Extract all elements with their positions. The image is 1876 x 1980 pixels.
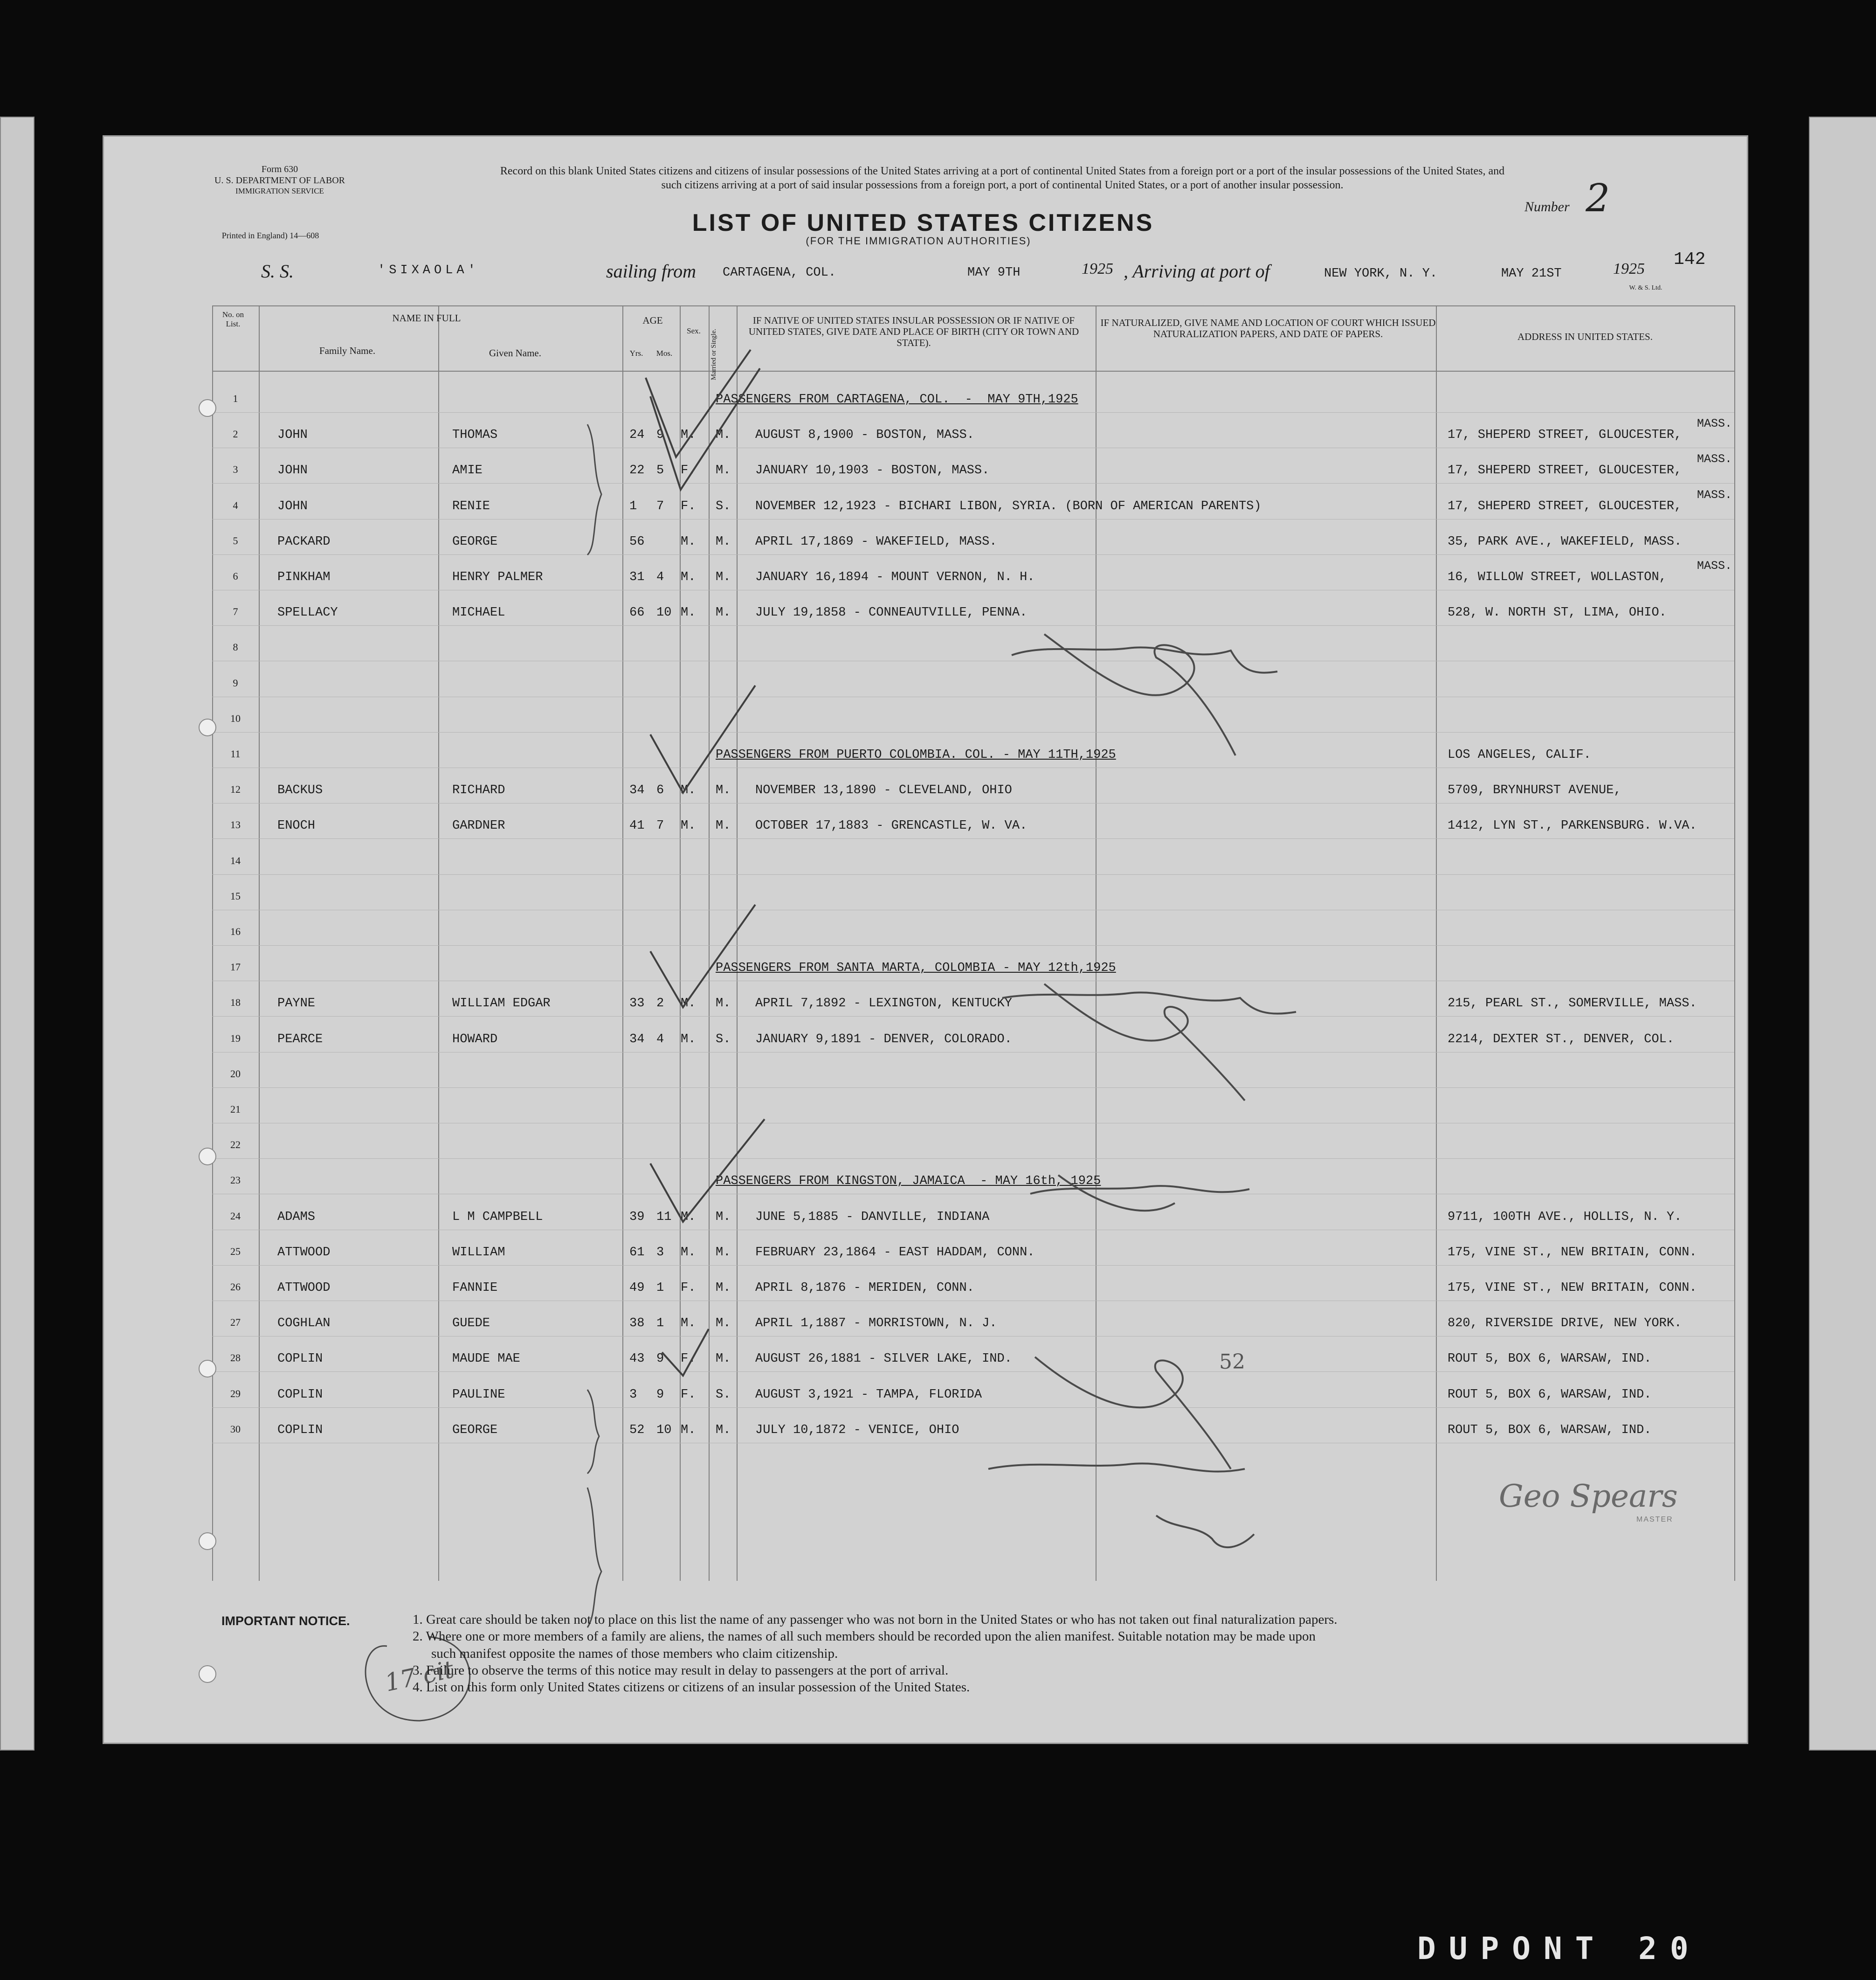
birth-place: AUGUST 26,1881 - SILVER LAKE, IND.	[755, 1352, 1012, 1366]
marital-status: M.	[716, 819, 731, 833]
birth-place: NOVEMBER 12,1923 - BICHARI LIBON, SYRIA. (BORN OF AMERICAN PARENTS)	[755, 499, 1262, 513]
header-married: Married or Single.	[710, 328, 717, 381]
birth-place: JULY 19,1858 - CONNEAUTVILLE, PENNA.	[755, 606, 1028, 620]
family-name: PAYNE	[277, 997, 316, 1011]
age-years: 34	[629, 1032, 645, 1046]
sex: M.	[681, 1423, 696, 1437]
row-number: 30	[230, 1423, 241, 1435]
age-years: 56	[629, 534, 645, 549]
given-name: MICHAEL	[452, 606, 505, 620]
row-number: 17	[230, 961, 241, 973]
circled-note: 17 cit	[382, 1655, 456, 1697]
family-name: ADAMS	[277, 1210, 316, 1224]
age-months: 10	[656, 606, 672, 620]
row-number: 29	[230, 1387, 241, 1399]
age-years: 3	[629, 1387, 637, 1402]
header-no: No. on List.	[222, 310, 244, 328]
row-number: 6	[233, 570, 238, 582]
age-months: 11	[656, 1210, 672, 1224]
sail-year: 1925	[1082, 260, 1113, 277]
age-months: 9	[656, 1352, 664, 1366]
family-name: ATTWOOD	[277, 1281, 331, 1295]
marital-status: M.	[716, 534, 731, 549]
address: 1412, LYN ST., PARKENSBURG. W.VA.	[1448, 819, 1697, 833]
age-months: 4	[656, 570, 664, 584]
birth-place: JANUARY 10,1903 - BOSTON, MASS.	[755, 464, 990, 478]
address: 175, VINE ST., NEW BRITAIN, CONN.	[1448, 1245, 1697, 1260]
row-number: 20	[230, 1067, 241, 1080]
service: IMMIGRATION SERVICE	[235, 187, 324, 195]
age-years: 33	[629, 997, 645, 1011]
sex: F.	[681, 1387, 696, 1402]
page-number: 142	[1674, 249, 1706, 270]
address: 2214, DEXTER ST., DENVER, COL.	[1448, 1032, 1675, 1046]
row-number: 25	[230, 1245, 241, 1257]
sex: M.	[681, 570, 696, 584]
birth-place: JANUARY 16,1894 - MOUNT VERNON, N. H.	[755, 570, 1035, 584]
row-number: 19	[230, 1032, 241, 1044]
given-name: GUEDE	[452, 1316, 490, 1331]
manifest-sheet	[103, 135, 1748, 1744]
stamp-number: 52	[1219, 1350, 1245, 1374]
section-heading: PASSENGERS FROM SANTA MARTA, COLOMBIA - MAY 12th,1925	[716, 961, 1116, 976]
master-label: MASTER	[1636, 1516, 1673, 1523]
header-given-name: Given Name.	[489, 347, 541, 359]
header-mos: Mos.	[656, 349, 673, 358]
birth-place: APRIL 7,1892 - LEXINGTON, KENTUCKY	[755, 997, 1012, 1011]
given-name: GEORGE	[452, 1423, 498, 1437]
family-name: ATTWOOD	[277, 1245, 331, 1260]
family-name: BACKUS	[277, 783, 323, 798]
age-years: 43	[629, 1352, 645, 1366]
row-number: 23	[230, 1174, 241, 1186]
given-name: AMIE	[452, 464, 483, 478]
sex: F.	[681, 1281, 696, 1295]
marital-status: S.	[716, 499, 731, 513]
inspector-initials	[988, 634, 1296, 1547]
family-name: JOHN	[277, 499, 308, 513]
given-name: RENIE	[452, 499, 490, 513]
age-months: 5	[656, 464, 664, 478]
notice-item-3: 3. Failure to observe the terms of this notice may result in delay to passengers at the port of arrival.	[413, 1662, 949, 1678]
department: U. S. DEPARTMENT OF LABOR	[214, 175, 345, 186]
given-name: MAUDE MAE	[452, 1352, 520, 1366]
family-name: PINKHAM	[277, 570, 331, 584]
address: ROUT 5, BOX 6, WARSAW, IND.	[1448, 1352, 1652, 1366]
address: 17, SHEPERD STREET, GLOUCESTER,	[1448, 428, 1682, 443]
address-state: MASS.	[1697, 488, 1732, 502]
marital-status: M.	[716, 1316, 731, 1331]
notice-item-4: 4. List on this form only United States citizens or citizens of an insular possession of the United States.	[413, 1680, 970, 1695]
header-name-in-full: NAME IN FULL	[392, 312, 461, 324]
given-name: WILLIAM EDGAR	[452, 997, 551, 1011]
birth-place: OCTOBER 17,1883 - GRENCASTLE, W. VA.	[755, 819, 1028, 833]
header-sex: Sex.	[687, 326, 701, 335]
row-number: 1	[233, 393, 238, 404]
page-subtitle: (FOR THE IMMIGRATION AUTHORITIES)	[806, 235, 1031, 247]
sailing-label: sailing from	[606, 261, 696, 282]
age-months: 10	[656, 1423, 672, 1437]
marital-status: M.	[716, 1281, 731, 1295]
family-name: PACKARD	[277, 534, 331, 549]
age-years: 61	[629, 1245, 645, 1260]
punch-holes	[199, 400, 216, 1682]
birth-place: JULY 10,1872 - VENICE, OHIO	[755, 1423, 959, 1437]
age-years: 39	[629, 1210, 645, 1224]
sex: M.	[681, 606, 696, 620]
section-heading: PASSENGERS FROM KINGSTON, JAMAICA - MAY 16th, 1925	[716, 1174, 1101, 1189]
sex: F.	[681, 499, 696, 513]
ss-label: S. S.	[261, 261, 294, 282]
age-years: 31	[629, 570, 645, 584]
age-months: 1	[656, 1281, 664, 1295]
header-native: IF NATIVE OF UNITED STATES INSULAR POSSESSION OR IF NATIVE OF UNITED STATES, GIVE DATE AND PLACE OF BIRTH (CITY OR TOWN AND STATE).	[748, 315, 1079, 349]
marital-status: M.	[716, 570, 731, 584]
age-years: 52	[629, 1423, 645, 1437]
address-state: MASS.	[1697, 452, 1732, 466]
sex: M.	[681, 1032, 696, 1046]
given-name: PAULINE	[452, 1387, 505, 1402]
family-name: COPLIN	[277, 1387, 323, 1402]
sail-date: MAY 9TH	[967, 266, 1021, 280]
sex: M.	[681, 997, 696, 1011]
address: ROUT 5, BOX 6, WARSAW, IND.	[1448, 1387, 1652, 1402]
marital-status: M.	[716, 428, 731, 443]
row-number: 9	[233, 677, 238, 689]
page-title: LIST OF UNITED STATES CITIZENS	[692, 209, 1154, 236]
age-years: 38	[629, 1316, 645, 1331]
sex: M.	[681, 1316, 696, 1331]
record-instructions: Record on this blank United States citizens and citizens of insular possessions of the United States arriving at a port of continental United States from a foreign port or a port of the insular possessions of the United States, and such citizens arriving at a port of said insular possessions from a foreign port, a port of continental United States, or a port of another insular possession.	[500, 165, 1505, 191]
address: 215, PEARL ST., SOMERVILLE, MASS.	[1448, 997, 1697, 1011]
address: 820, RIVERSIDE DRIVE, NEW YORK.	[1448, 1316, 1682, 1331]
given-name: THOMAS	[452, 428, 498, 443]
age-years: 22	[629, 464, 645, 478]
sex: M.	[681, 534, 696, 549]
family-name: PEARCE	[277, 1032, 323, 1046]
address: 16, WILLOW STREET, WOLLASTON,	[1448, 570, 1667, 584]
family-name: ENOCH	[277, 819, 316, 833]
address: LOS ANGELES, CALIF.	[1448, 748, 1591, 762]
age-months: 3	[656, 1245, 664, 1260]
row-number: 26	[230, 1281, 241, 1293]
family-name: SPELLACY	[277, 606, 338, 620]
age-months: 7	[656, 819, 664, 833]
row-number: 12	[230, 783, 241, 796]
given-name: FANNIE	[452, 1281, 498, 1295]
address: 17, SHEPERD STREET, GLOUCESTER,	[1448, 464, 1682, 478]
row-number: 7	[233, 606, 238, 618]
header-address: ADDRESS IN UNITED STATES.	[1517, 331, 1653, 342]
age-months: 1	[656, 1316, 664, 1331]
age-months: 7	[656, 499, 664, 513]
row-number: 3	[233, 464, 238, 476]
row-number: 4	[233, 499, 238, 511]
header-age: AGE	[642, 315, 663, 326]
row-number: 28	[230, 1352, 241, 1364]
given-name: HENRY PALMER	[452, 570, 543, 584]
header-family-name: Family Name.	[319, 345, 376, 356]
sex: M.	[681, 428, 696, 443]
birth-place: APRIL 8,1876 - MERIDEN, CONN.	[755, 1281, 974, 1295]
adjacent-frame-left	[0, 117, 34, 1751]
section-heading: PASSENGERS FROM CARTAGENA, COL. - MAY 9TH,1925	[716, 393, 1078, 407]
row-number: 15	[230, 890, 241, 902]
film-edge-code: DUPONT 20	[1417, 1931, 1702, 1966]
age-years: 49	[629, 1281, 645, 1295]
row-number: 16	[230, 926, 241, 937]
section-heading: PASSENGERS FROM PUERTO COLOMBIA. COL. - MAY 11TH,1925	[716, 748, 1116, 762]
marital-status: M.	[716, 1423, 731, 1437]
marital-status: S.	[716, 1032, 731, 1046]
address: 528, W. NORTH ST, LIMA, OHIO.	[1448, 606, 1667, 620]
marital-status: M.	[716, 1352, 731, 1366]
age-months: 2	[656, 997, 664, 1011]
sex: M.	[681, 783, 696, 798]
adjacent-frame-right	[1809, 117, 1876, 1751]
birth-place: AUGUST 3,1921 - TAMPA, FLORIDA	[755, 1387, 982, 1402]
row-number: 21	[230, 1103, 241, 1115]
given-name: HOWARD	[452, 1032, 498, 1046]
given-name: RICHARD	[452, 783, 505, 798]
family-name: COPLIN	[277, 1352, 323, 1366]
marital-status: M.	[716, 1245, 731, 1260]
family-brackets	[587, 424, 601, 1627]
given-name: GEORGE	[452, 534, 498, 549]
notice-list	[413, 1611, 1718, 1696]
birth-place: JUNE 5,1885 - DANVILLE, INDIANA	[755, 1210, 990, 1224]
form-number: Form 630	[261, 164, 298, 174]
marital-status: M.	[716, 606, 731, 620]
address-state: MASS.	[1697, 559, 1732, 573]
marital-status: M.	[716, 997, 731, 1011]
row-number: 8	[233, 641, 238, 653]
sex: M.	[681, 1245, 696, 1260]
arrival-date: MAY 21ST	[1501, 267, 1562, 281]
notice-item-1: 1. Great care should be taken not to place on this list the name of any passenger who was not born in the United States or who has not taken out final naturalization papers.	[413, 1612, 1338, 1627]
birth-place: AUGUST 8,1900 - BOSTON, MASS.	[755, 428, 974, 443]
number-value: 2	[1586, 176, 1610, 221]
header-naturalized: IF NATURALIZED, GIVE NAME AND LOCATION OF COURT WHICH ISSUED NATURALIZATION PAPERS, AND DATE OF PAPERS.	[1100, 317, 1436, 340]
row-number: 24	[230, 1210, 241, 1222]
family-name: COGHLAN	[277, 1316, 331, 1331]
address: 17, SHEPERD STREET, GLOUCESTER,	[1448, 499, 1682, 513]
notice-item-2-cont: such manifest opposite the names of those members who claim citizenship.	[431, 1646, 838, 1661]
age-months: 6	[656, 783, 664, 798]
marital-status: M.	[716, 1210, 731, 1224]
birth-place: JANUARY 9,1891 - DENVER, COLORADO.	[755, 1032, 1012, 1046]
address: 175, VINE ST., NEW BRITAIN, CONN.	[1448, 1281, 1697, 1295]
family-name: JOHN	[277, 428, 308, 443]
row-number: 27	[230, 1316, 241, 1329]
row-number: 18	[230, 997, 241, 1009]
sex: M.	[681, 819, 696, 833]
birth-place: APRIL 1,1887 - MORRISTOWN, N. J.	[755, 1316, 997, 1331]
birth-place: NOVEMBER 13,1890 - CLEVELAND, OHIO	[755, 783, 1012, 798]
row-number: 10	[230, 712, 241, 724]
age-years: 66	[629, 606, 645, 620]
arrival-port: NEW YORK, N. Y.	[1324, 267, 1438, 281]
from-port: CARTAGENA, COL.	[723, 266, 836, 280]
age-years: 1	[629, 499, 637, 513]
given-name: L M CAMPBELL	[452, 1210, 543, 1224]
age-years: 34	[629, 783, 645, 798]
row-number: 5	[233, 534, 238, 547]
check-marks	[646, 350, 765, 1376]
address-state: MASS.	[1697, 417, 1732, 431]
notice-item-2: 2. Where one or more members of a family are aliens, the names of all such members should be recorded upon the alien manifest. Suitable notation may be made upon	[413, 1629, 1316, 1644]
address: 9711, 100TH AVE., HOLLIS, N. Y.	[1448, 1210, 1682, 1224]
row-number: 13	[230, 819, 241, 831]
header-yrs: Yrs.	[629, 349, 643, 358]
row-number: 2	[233, 428, 238, 440]
master-signature: Geo Spears	[1499, 1478, 1678, 1514]
age-years: 24	[629, 428, 645, 443]
row-number: 14	[230, 854, 241, 866]
arrival-year: 1925	[1613, 260, 1645, 277]
ship-name: 'SIXAOLA'	[378, 263, 479, 277]
sex: M.	[681, 1210, 696, 1224]
birth-place: FEBRUARY 23,1864 - EAST HADDAM, CONN.	[755, 1245, 1035, 1260]
address: 35, PARK AVE., WAKEFIELD, MASS.	[1448, 534, 1682, 549]
row-number: 22	[230, 1139, 241, 1151]
age-months: 9	[656, 428, 664, 443]
marital-status: M.	[716, 464, 731, 478]
birth-place: APRIL 17,1869 - WAKEFIELD, MASS.	[755, 534, 997, 549]
given-name: GARDNER	[452, 819, 505, 833]
sex: F.	[681, 464, 696, 478]
family-name: JOHN	[277, 464, 308, 478]
printer-mark: W. & S. Ltd.	[1629, 284, 1662, 291]
notice-heading: IMPORTANT NOTICE.	[221, 1614, 350, 1628]
number-label: Number	[1524, 199, 1570, 215]
age-months: 9	[656, 1387, 664, 1402]
address: 5709, BRYNHURST AVENUE,	[1448, 783, 1621, 798]
address: ROUT 5, BOX 6, WARSAW, IND.	[1448, 1423, 1652, 1437]
given-name: WILLIAM	[452, 1245, 505, 1260]
row-number: 11	[230, 748, 241, 760]
arriving-label: , Arriving at port of	[1124, 261, 1270, 282]
age-months: 4	[656, 1032, 664, 1046]
sex: F.	[681, 1352, 696, 1366]
family-name: COPLIN	[277, 1423, 323, 1437]
age-years: 41	[629, 819, 645, 833]
printed-note: Printed in England) 14—608	[221, 231, 319, 240]
marital-status: S.	[716, 1387, 731, 1402]
marital-status: M.	[716, 783, 731, 798]
